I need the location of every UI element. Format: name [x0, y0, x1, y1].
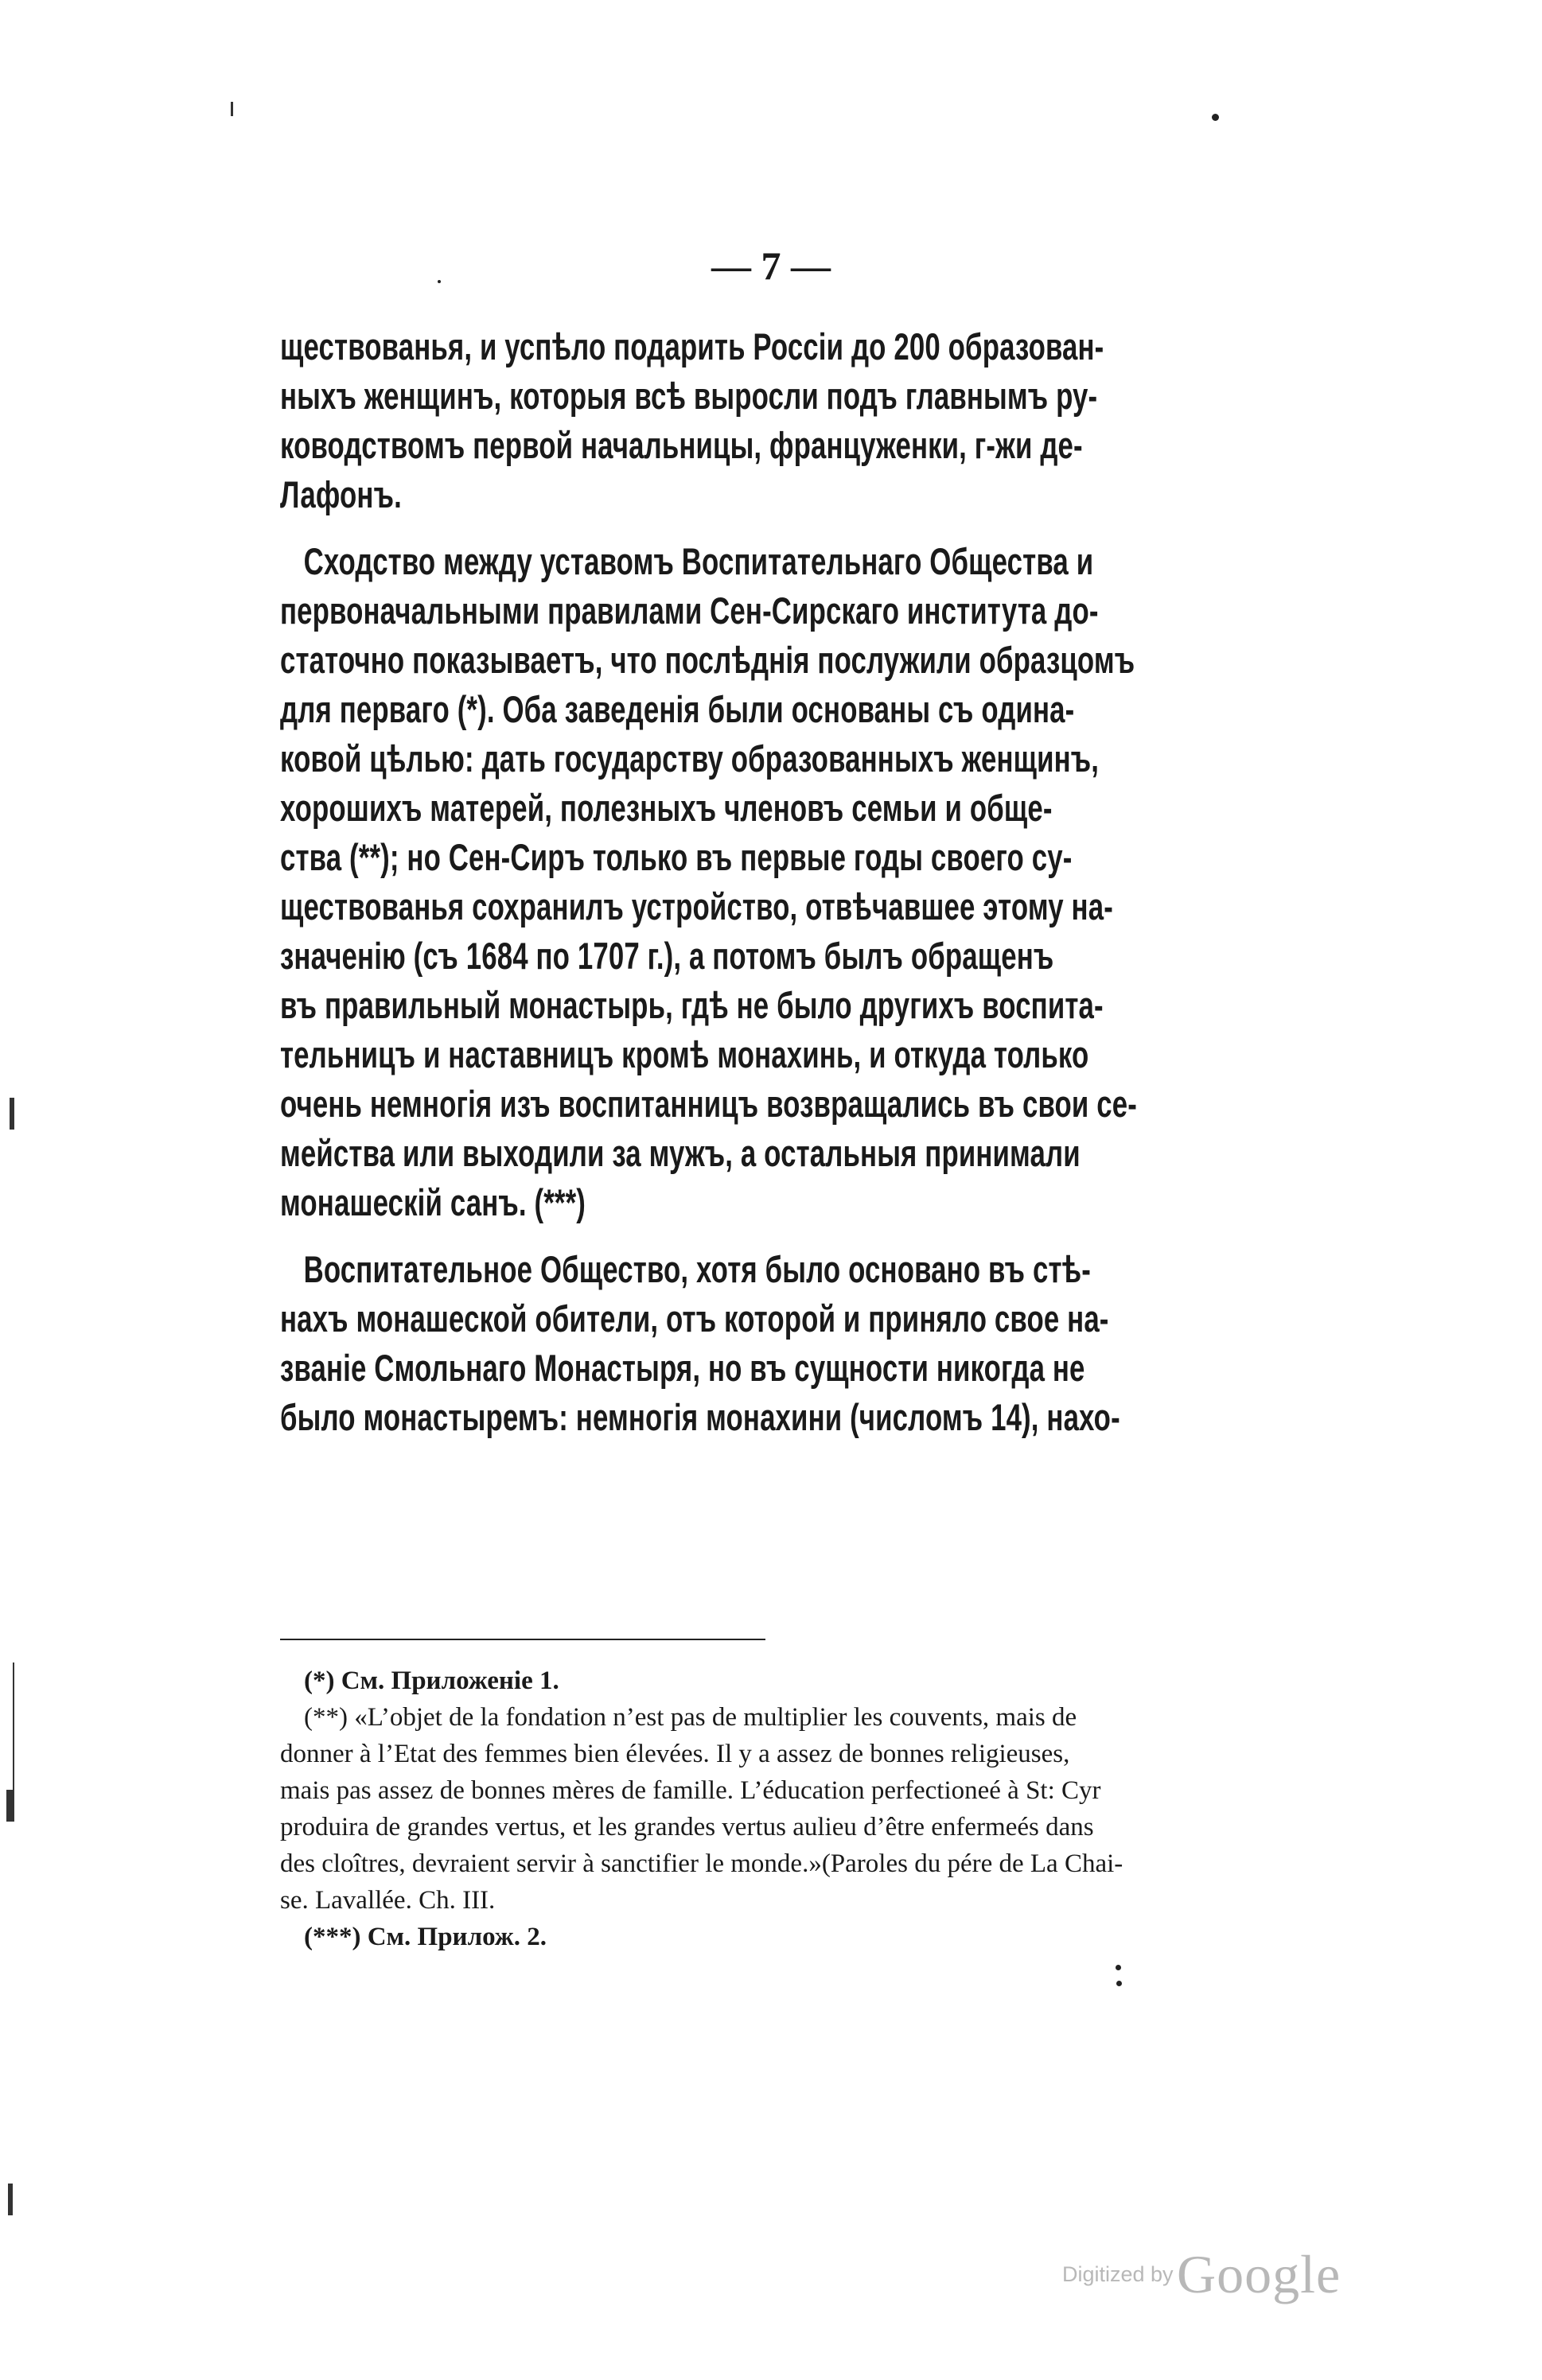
text-line: очень немногія изъ воспитанницъ возвращались въ свои се- [280, 1083, 1137, 1125]
footnotes [280, 1662, 1264, 1955]
scan-speck [1212, 114, 1219, 121]
text-line: въ правильный монастырь, гдѣ не было другихъ воспита- [280, 984, 1104, 1026]
main-text [280, 322, 1137, 1442]
footnote-line: se. Lavallée. Ch. III. [280, 1886, 496, 1915]
paragraph-1 [280, 322, 1104, 519]
text-line: ныхъ женщинъ, которыя всѣ выросли подъ главнымъ ру- [280, 375, 1098, 417]
text-line: монашескій санъ. (***) [280, 1181, 586, 1223]
text-line: ковой цѣлью: дать государству образованныхъ женщинъ, [280, 737, 1100, 780]
digitized-by-google-watermark [1062, 2243, 1341, 2306]
text-line: нахъ монашеской обители, отъ которой и приняло свое на- [280, 1297, 1109, 1340]
scan-speck [231, 102, 233, 116]
footnote-line: (*) См. Приложеніе 1. [304, 1666, 559, 1695]
watermark-prefix: Digitized by [1062, 2262, 1174, 2286]
footnote-1 [280, 1662, 1264, 1699]
scan-speck [1116, 1965, 1121, 1970]
text-line: ства (**); но Сен-Сиръ только въ первые годы своего су- [280, 836, 1073, 878]
page-number: — 7 — [711, 243, 831, 288]
paragraph-3 [280, 1245, 1120, 1442]
text-line: хорошихъ матерей, полезныхъ членовъ семьи и обще- [280, 787, 1053, 829]
text-line: Лафонъ. [280, 473, 402, 515]
text-line: статочно показываетъ, что послѣднія послужили образцомъ [280, 639, 1135, 681]
text-line: званіе Смольнаго Монастыря, но въ сущности никогда не [280, 1347, 1085, 1389]
edge-mark [8, 2184, 13, 2215]
footnote-line: des cloîtres, devraient servir à sanctifier le monde.»(Paroles du pére de La Chai- [280, 1849, 1123, 1878]
watermark-brand: Google [1177, 2244, 1341, 2304]
paragraph-2 [280, 537, 1137, 1227]
scan-speck [438, 280, 441, 283]
edge-mark [10, 1098, 14, 1130]
footnote-separator [280, 1639, 765, 1640]
footnote-line: mais pas assez de bonnes mères de famille. L’éducation perfectioneé à St: Cyr [280, 1776, 1101, 1805]
edge-mark [13, 1662, 14, 1822]
text-line: было монастыремъ: немногія монахини (числомъ 14), нахо- [280, 1396, 1120, 1438]
footnote-line: (**) «L’objet de la fondation n’est pas de multiplier les couvents, mais de [304, 1703, 1077, 1732]
text-line: Воспитательное Общество, хотя было основано въ стѣ- [303, 1248, 1091, 1290]
text-line: для перваго (*). Оба заведенія были основаны съ одина- [280, 688, 1075, 730]
footnote-line: donner à l’Etat des femmes bien élevées. Il y a assez de bonnes religieuses, [280, 1740, 1070, 1768]
text-line: мейства или выходили за мужъ, а остальныя принимали [280, 1132, 1081, 1174]
text-line: ществованья сохранилъ устройство, отвѣчавшее этому на- [280, 885, 1113, 928]
footnote-2 [280, 1699, 1264, 1919]
text-line: первоначальными правилами Сен-Сирскаго института до- [280, 589, 1099, 632]
footnote-line: produira de grandes vertus, et les grandes vertus aulieu d’être enfermeés dans [280, 1813, 1094, 1841]
text-line: значенію (съ 1684 по 1707 г.), а потомъ былъ обращенъ [280, 935, 1054, 977]
text-line: тельницъ и наставницъ кромѣ монахинь, и откуда только [280, 1033, 1089, 1075]
scan-speck [1116, 1981, 1122, 1986]
text-line: ководствомъ первой начальницы, француженки, г-жи де- [280, 424, 1083, 466]
footnote-line: (***) См. Прилож. 2. [304, 1923, 547, 1951]
footnote-3 [280, 1919, 1264, 1955]
text-line: ществованья, и успѣло подарить Россіи до 200 образован- [280, 325, 1104, 368]
text-line: Сходство между уставомъ Воспитательнаго Общества и [303, 540, 1094, 582]
